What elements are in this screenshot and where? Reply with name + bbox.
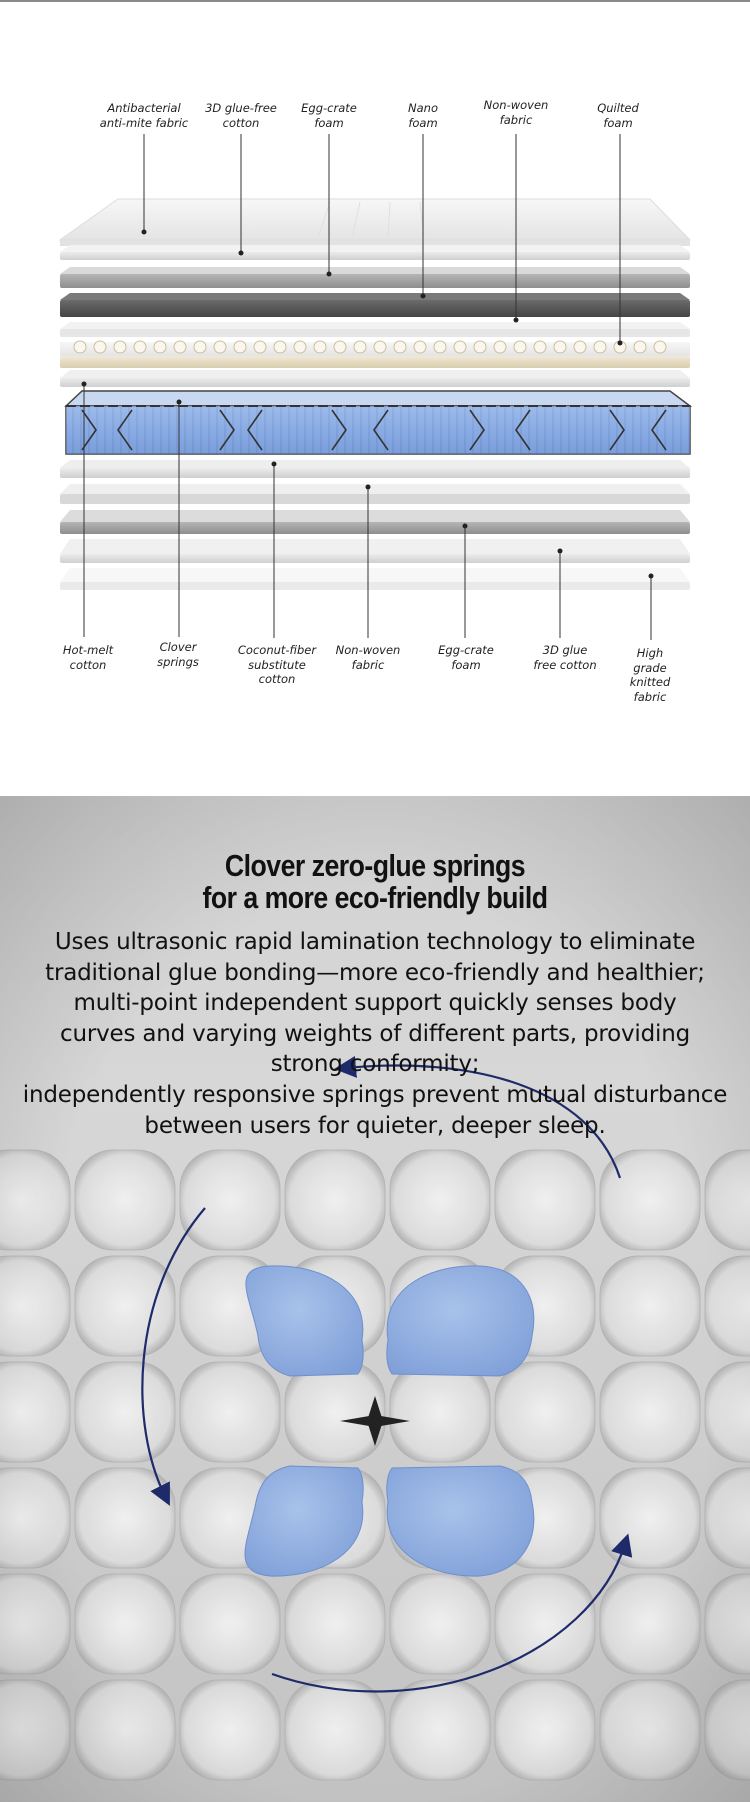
layer-clover-springs (66, 391, 690, 454)
layer-knitted-fabric (60, 568, 690, 590)
layer-quilted-foam (60, 341, 690, 368)
feature-title-line1: Clover zero-glue springs (224, 848, 526, 883)
clover-springs-feature (0, 796, 750, 1802)
layer-nano-foam (60, 293, 690, 317)
layer-egg-crate-foam-top (60, 267, 690, 288)
feature-description (10, 927, 740, 1141)
description-line: Uses ultrasonic rapid lamination technology to eliminate (54, 929, 696, 955)
layer-hot-melt-cotton (60, 370, 690, 387)
label-hot-melt-cotton: Hot-melt cotton (62, 643, 114, 672)
layer-coconut-fiber (60, 460, 690, 478)
description-line: between users for quieter, deeper sleep. (144, 1112, 606, 1139)
layer-egg-crate-foam-bottom (60, 510, 690, 534)
label-knitted-fabric: High grade knitted fabric (629, 646, 671, 704)
label-3d-glue-free-cotton-bottom: 3D glue free cotton (533, 643, 597, 672)
description-line: strong conformity; (270, 1051, 480, 1078)
label-egg-crate-foam-bottom: Egg-crate foam (438, 643, 494, 672)
description-line: traditional glue bonding—more eco-friendly and healthier; (45, 959, 705, 986)
mattress-layers-diagram (0, 2, 750, 796)
layer-3d-glue-free-cotton-bottom (60, 539, 690, 563)
description-line: multi-point independent support quickly senses body (73, 990, 677, 1017)
label-non-woven-fabric-top: Non-woven fabric (483, 98, 549, 127)
layer-glue-free-cotton (60, 245, 690, 260)
label-coconut-fiber-cotton: Coconut-fiber substitute cotton (237, 643, 317, 686)
label-quilted-foam: Quilted foam (597, 101, 639, 130)
description-line: independently responsive springs prevent mutual disturbance (22, 1081, 728, 1108)
layer-antibacterial-fabric (60, 199, 690, 246)
label-non-woven-fabric-bottom: Non-woven fabric (335, 643, 401, 672)
label-3d-glue-free-cotton: 3D glue-free cotton (205, 101, 277, 130)
label-antibacterial-fabric: Antibacterial anti-mite fabric (99, 101, 189, 130)
feature-title-line2: for a more eco-friendly build (202, 880, 548, 915)
label-egg-crate-foam-top: Egg-crate foam (301, 101, 357, 130)
layer-non-woven-top (60, 322, 690, 337)
label-clover-springs: Clover springs (157, 640, 199, 669)
layer-non-woven-bottom (60, 484, 690, 504)
label-nano-foam: Nano foam (408, 101, 438, 130)
description-line: curves and varying weights of different parts, providing (60, 1020, 690, 1047)
